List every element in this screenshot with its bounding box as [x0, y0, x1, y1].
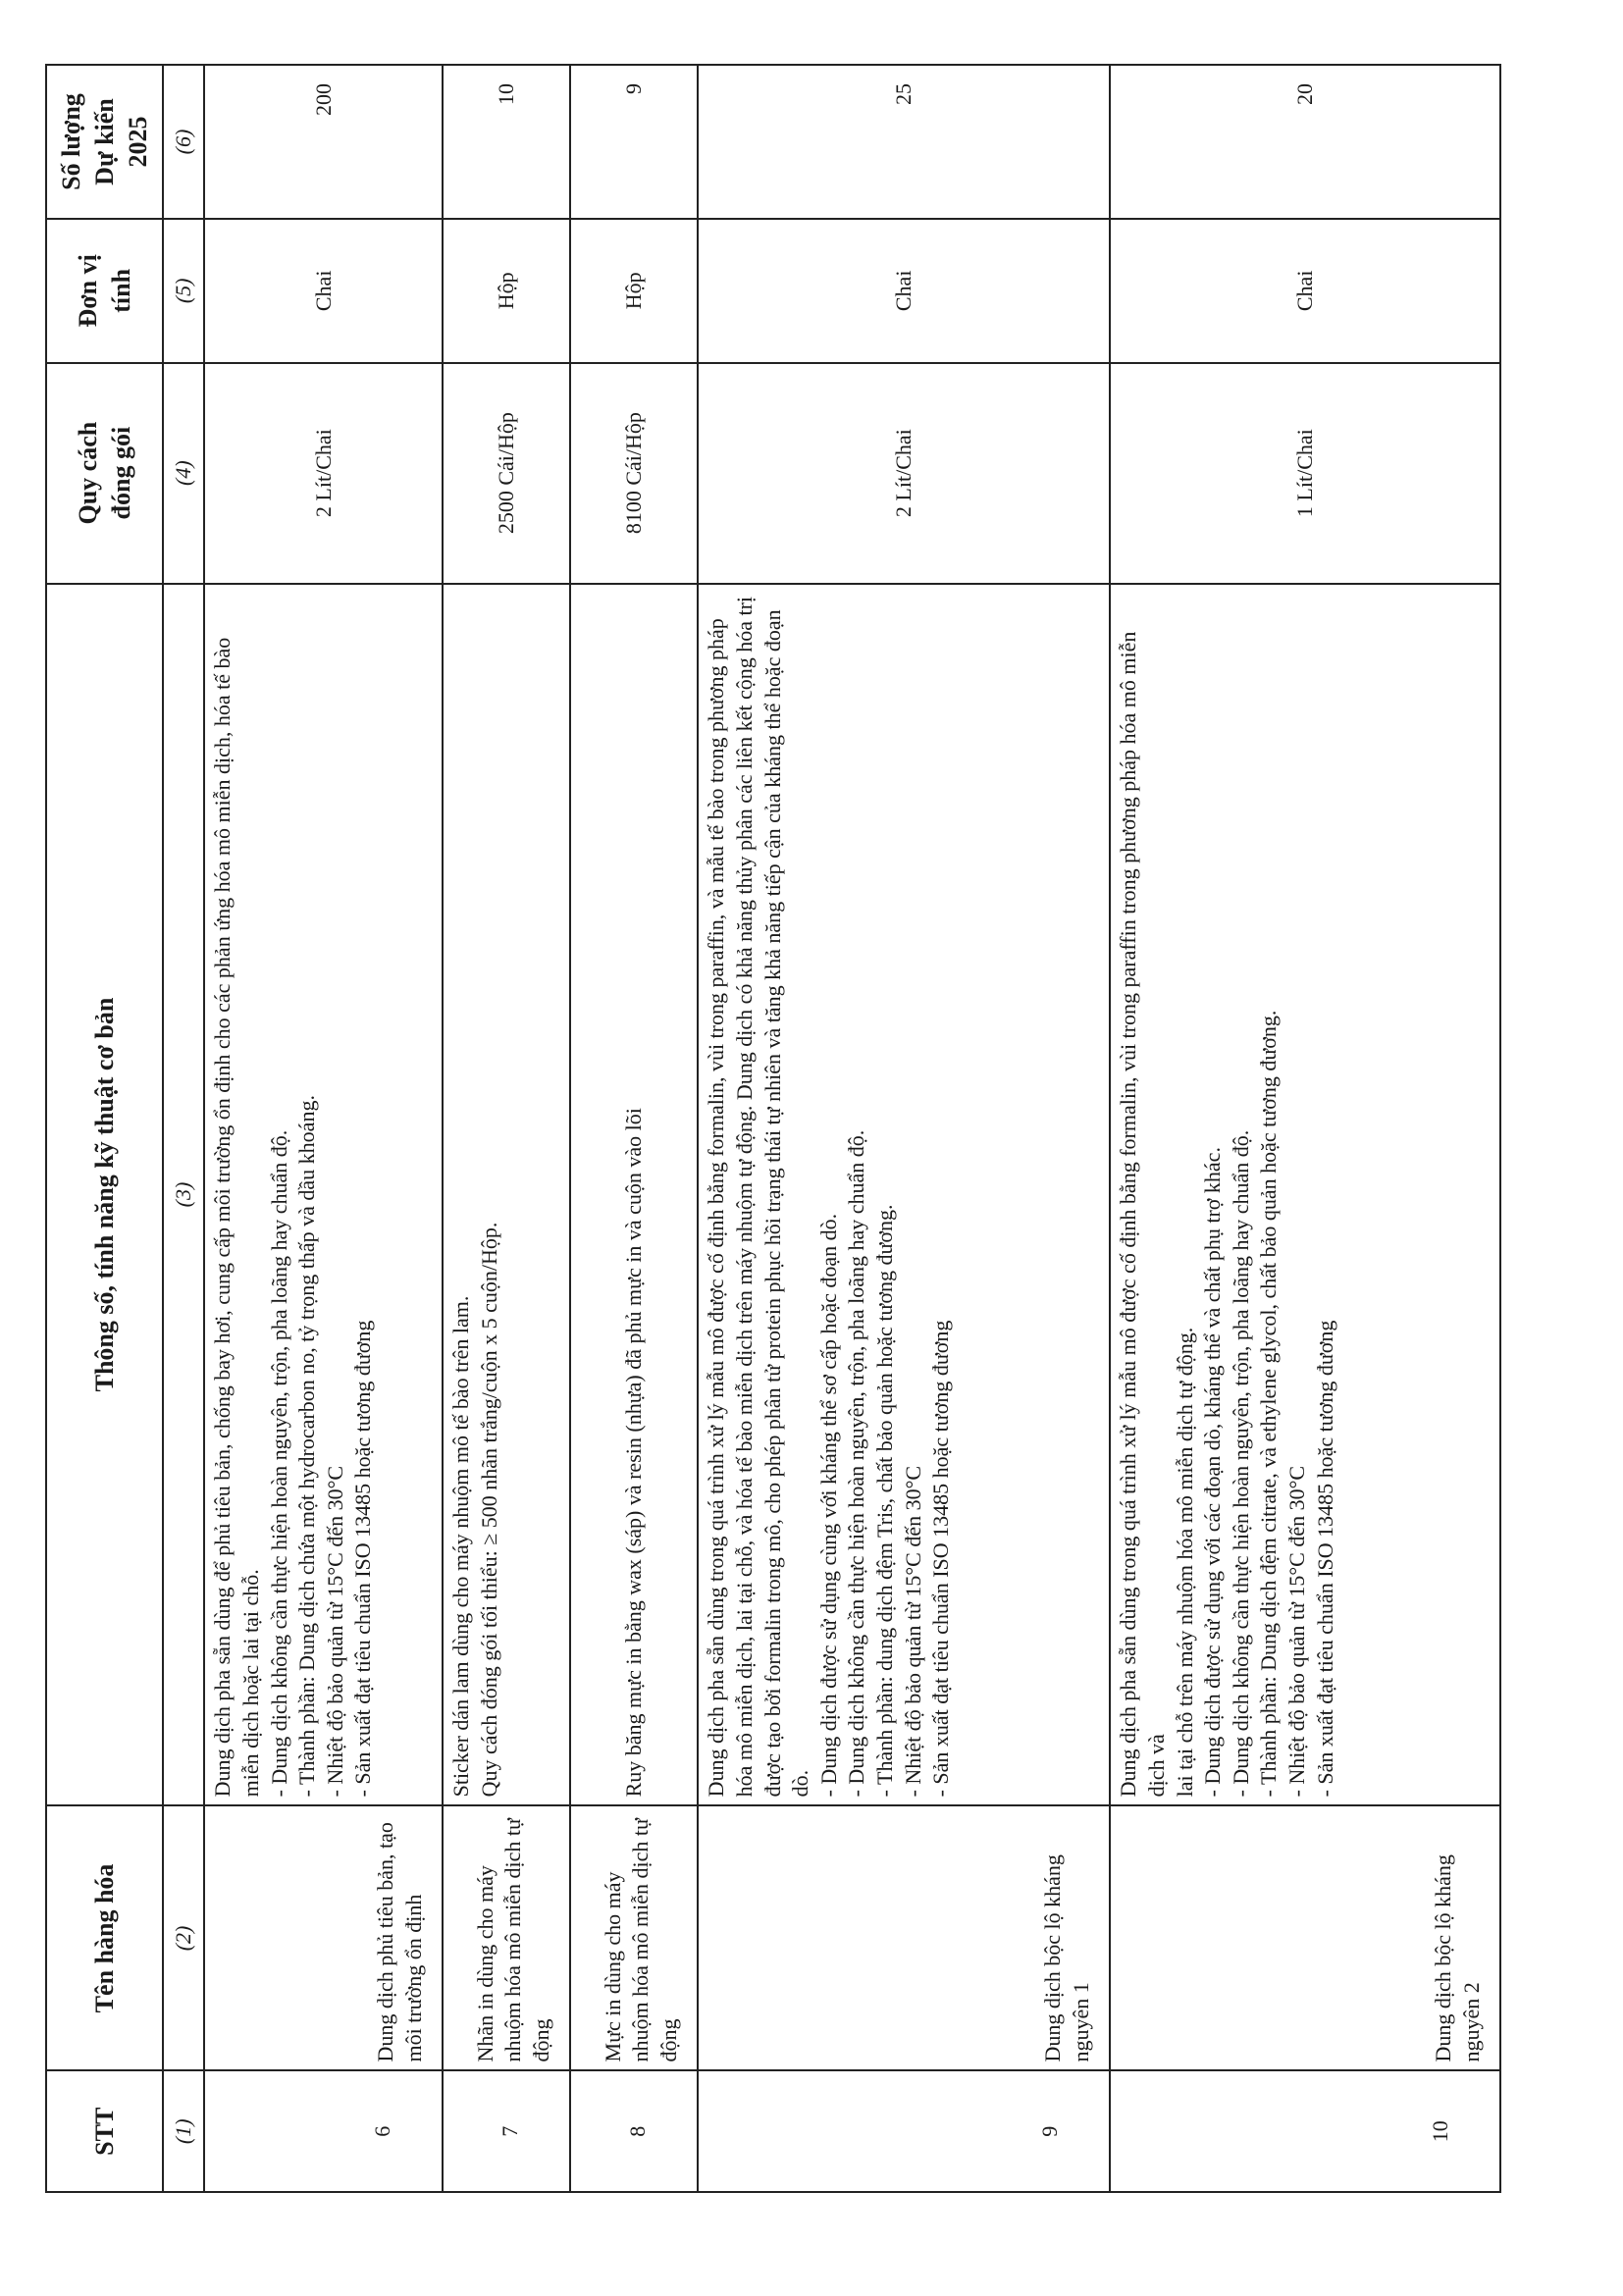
spec-line: - Dung dịch không cần thực hiện hoàn nguyên, trộn, pha loãng hay chuẩn độ. [266, 1129, 291, 1798]
spec-line: - Sản xuất đạt tiêu chuẩn ISO 13485 hoặc tương đương [928, 1320, 954, 1798]
row-spec [698, 584, 1110, 1806]
row-qty: 9 [570, 65, 698, 219]
row-pack: 2 Lít/Chai [204, 363, 443, 584]
spec-line: Ruy băng mực in bằng wax (sáp) và resin (nhựa) đã phủ mực in và cuộn vào lõi [621, 1108, 647, 1798]
spec-line: - Dung dịch không cần thực hiện hoàn nguyên, trộn, pha loãng hay chuẩn độ. [1228, 1129, 1253, 1798]
spec-line: Dung dịch pha sẵn dùng trong quá trình xử lý mẫu mô được cố định bằng formalin, vùi trong paraffin, và mẫu tế bào trong phương pháp hóa mô miễn dịch, lai tại chỗ, và hóa tế bào miễn dịch trên máy nhuộm tự động. Dung dịch có khả năng thủy phân các liên kết cộng hóa trị được tạo bởi formalin trong mô, cho phép phân tử protein phục hồi trạng thái tự nhiên và tăng khả năng tiếp cận của kháng thể hoặc đoạn dò. [704, 596, 813, 1798]
row-stt: 7 [443, 2070, 570, 2192]
row-unit: Chai [1110, 219, 1500, 363]
spec-line: - Dung dịch được sử dụng với các đoạn dò, kháng thể và chất phụ trợ khác. [1200, 1147, 1226, 1798]
header-pack-line: Quy cách [73, 421, 102, 525]
header-spec: Thông số, tính năng kỹ thuật cơ bản [46, 584, 163, 1806]
column-number: (4) [163, 363, 204, 584]
header-pack-line: đóng gói [106, 426, 135, 520]
spec-line: lai tại chỗ trên máy nhuộm hóa mô miễn dịch tự động. [1172, 1327, 1197, 1798]
header-qty-line: Dự kiến [89, 98, 119, 185]
spec-line: - Thành phần: dung dịch đệm Tris, chất bảo quản hoặc tương đương. [871, 1204, 897, 1798]
row-stt: 6 [204, 2070, 443, 2192]
column-number: (3) [163, 584, 204, 1806]
header-unit-line: Đơn vị [73, 254, 102, 328]
row-spec [443, 584, 570, 1806]
column-number: (5) [163, 219, 204, 363]
header-stt: STT [46, 2070, 163, 2192]
column-number: (6) [163, 65, 204, 219]
table-row [443, 65, 570, 2192]
row-stt: 8 [570, 2070, 698, 2192]
column-number-row [163, 65, 204, 2192]
header-unit [46, 219, 163, 363]
row-name: Dung dịch bộc lộ kháng nguyên 2 [1110, 1805, 1500, 2070]
spec-line: - Sản xuất đạt tiêu chuẩn ISO 13485 hoặc tương đương [1312, 1320, 1337, 1798]
row-pack: 1 Lít/Chai [1110, 363, 1500, 584]
spec-line: Quy cách đóng gói tối thiểu: ≥ 500 nhãn trắng/cuộn x 5 cuộn/Hộp. [476, 1222, 501, 1798]
spec-line: - Dung dịch không cần thực hiện hoàn nguyên, trộn, pha loãng hay chuẩn độ. [844, 1129, 869, 1798]
header-qty-line: 2025 [123, 116, 152, 168]
header-unit-line: tính [106, 268, 135, 313]
table-row [698, 65, 1110, 2192]
spec-line: - Thành phần: Dung dịch chứa một hydrocarbon no, tỷ trọng thấp và dầu khoáng. [294, 1095, 320, 1798]
spec-line: Dung dịch pha sẵn dùng để phủ tiêu bản, chống bay hơi, cung cấp môi trường ổn định cho các phản ứng hóa mô miễn dịch, hóa tế bào miễn dịch hoặc lai tại chỗ. [210, 637, 263, 1798]
row-qty: 25 [698, 65, 1110, 219]
row-qty: 10 [443, 65, 570, 219]
row-spec [570, 584, 698, 1806]
row-stt: 9 [698, 2070, 1110, 2192]
goods-table [45, 64, 1501, 2193]
column-number: (1) [163, 2070, 204, 2192]
row-qty: 20 [1110, 65, 1500, 219]
table-row [204, 65, 443, 2192]
header-qty [46, 65, 163, 219]
row-qty: 200 [204, 65, 443, 219]
row-name: Dung dịch bộc lộ kháng nguyên 1 [698, 1805, 1110, 2070]
spec-line: - Nhiệt độ bảo quản từ 15°C đến 30°C [322, 1465, 347, 1798]
row-unit: Hộp [570, 219, 698, 363]
table-row [1110, 65, 1500, 2192]
row-spec [1110, 584, 1500, 1806]
table-row [570, 65, 698, 2192]
row-spec [204, 584, 443, 1806]
header-qty-line: Số lượng [57, 93, 85, 190]
spec-line: Sticker dán lam dùng cho máy nhuộm mô tế bào trên lam. [448, 1295, 474, 1798]
spec-line: - Dung dịch được sử dụng cùng với kháng thể sơ cấp hoặc đoạn dò. [815, 1213, 841, 1798]
row-name: Mực in dùng cho máy nhuộm hóa mô miễn dịch tự động [570, 1805, 698, 2070]
row-name: Dung dịch phủ tiêu bản, tạo môi trường ổn định [204, 1805, 443, 2070]
row-pack: 8100 Cái/Hộp [570, 363, 698, 584]
row-stt: 10 [1110, 2070, 1500, 2192]
row-pack: 2500 Cái/Hộp [443, 363, 570, 584]
spec-line: - Nhiệt độ bảo quản từ 15°C đến 30°C [900, 1465, 925, 1798]
spec-line: - Sản xuất đạt tiêu chuẩn ISO 13485 hoặc tương đương [350, 1320, 376, 1798]
spec-line: - Nhiệt độ bảo quản từ 15°C đến 30°C [1283, 1465, 1309, 1798]
header-name: Tên hàng hóa [46, 1805, 163, 2070]
rotated-table-wrapper [45, 64, 1483, 2193]
row-unit: Chai [698, 219, 1110, 363]
spec-line: Dung dịch pha sẵn dùng trong quá trình xử lý mẫu mô được cố định bằng formalin, vùi trong paraffin trong phương pháp hóa mô miễn dịch và [1116, 631, 1169, 1798]
header-row [46, 65, 163, 2192]
row-unit: Hộp [443, 219, 570, 363]
spec-line: - Thành phần: Dung dịch đệm citrate, và ethylene glycol, chất bảo quản hoặc tương đương. [1256, 1010, 1282, 1798]
header-pack [46, 363, 163, 584]
column-number: (2) [163, 1805, 204, 2070]
row-unit: Chai [204, 219, 443, 363]
row-pack: 2 Lít/Chai [698, 363, 1110, 584]
row-name: Nhãn in dùng cho máy nhuộm hóa mô miễn dịch tự động [443, 1805, 570, 2070]
